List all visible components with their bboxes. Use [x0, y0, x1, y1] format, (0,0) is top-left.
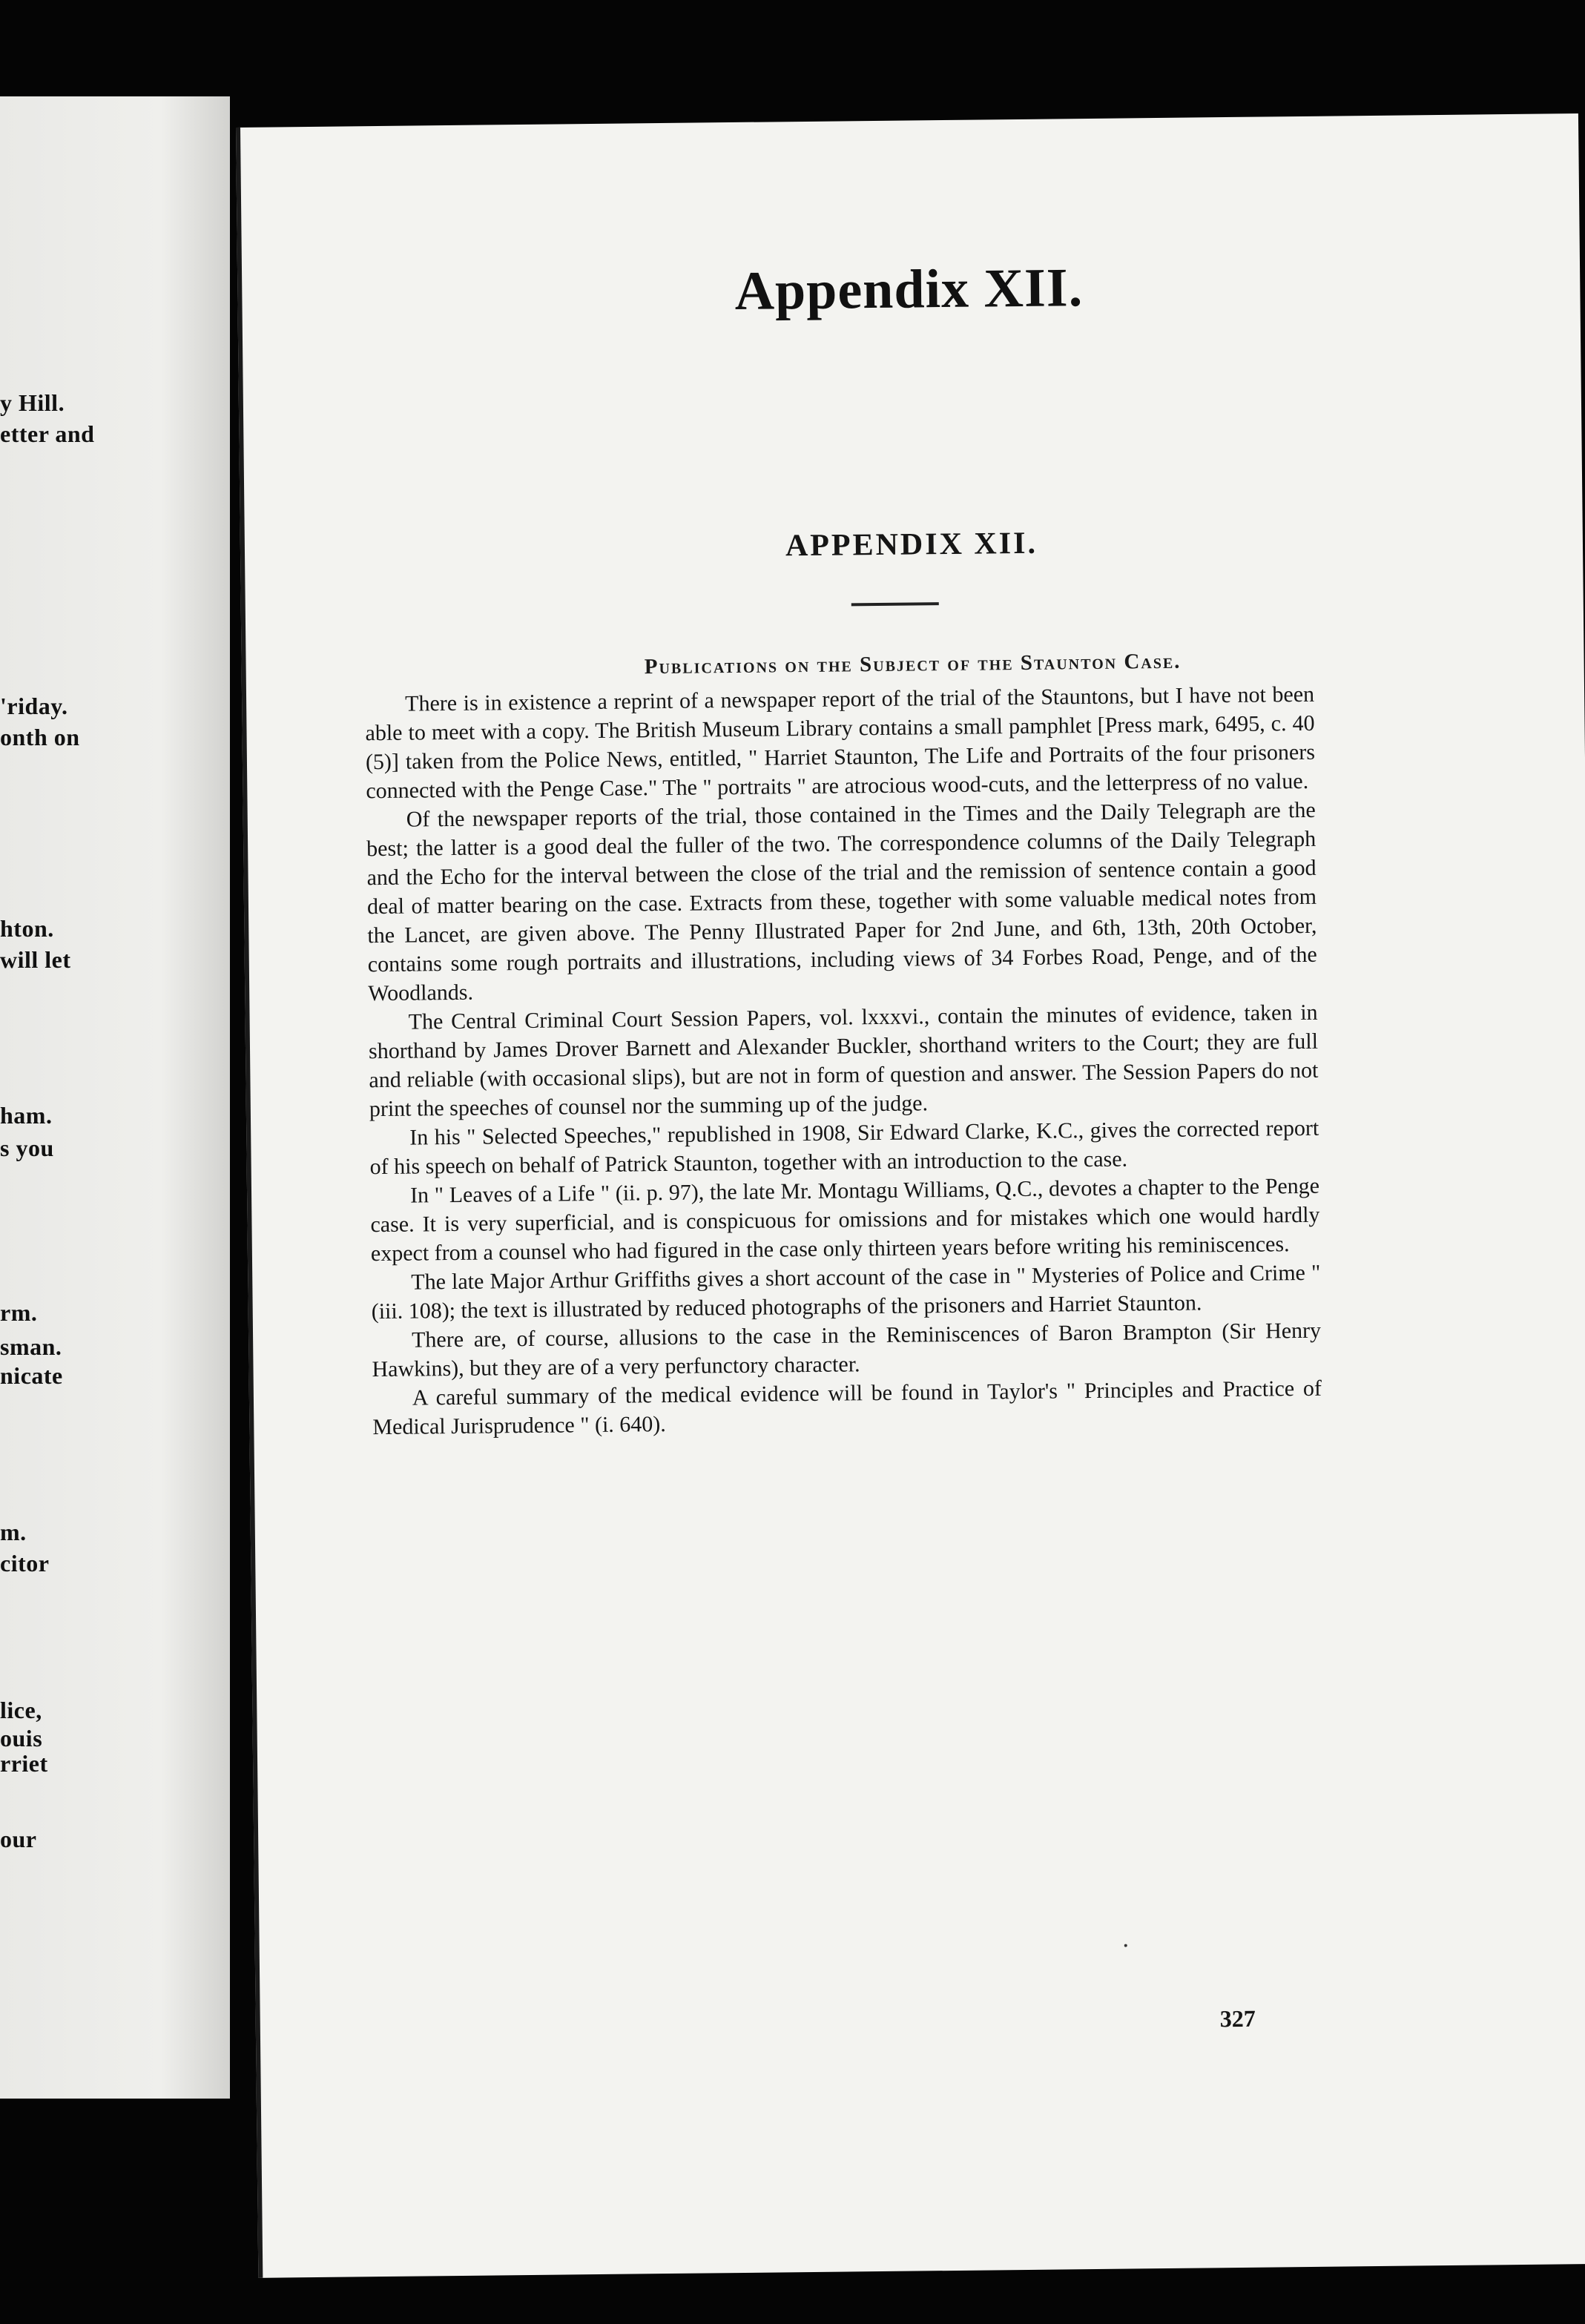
paper-speck	[1124, 1944, 1127, 1947]
left-text-fragment: ham.	[0, 1102, 53, 1129]
left-text-fragment: sman.	[0, 1333, 62, 1360]
left-text-fragment: will let	[0, 946, 71, 973]
left-text-fragment: ouis	[0, 1725, 43, 1752]
left-text-fragment: s you	[0, 1135, 54, 1161]
paragraph: The Central Criminal Court Session Papers, vol. lxxxvi., contain the minutes of evidence, taken in shorthand by James Drover Barnett and Alexander Buckler, shorthand writers to the Court; they are full and reliable (with occasional slips), but are not in form of question and answer. The Session Papers do not print the speeches of counsel nor the summing up of the judge.	[368, 1000, 1319, 1122]
left-text-fragment: onth on	[0, 724, 80, 750]
left-text-fragment: etter and	[0, 420, 95, 447]
plate-title: Appendix XII.	[734, 257, 1084, 322]
paragraph: The late Major Arthur Griffiths gives a short account of the case in " Mysteries of Police and Crime " (iii. 108); the text is illustrated by reduced photographs of the prisoners and Harriet Staunton.	[371, 1260, 1321, 1324]
appendix-heading: APPENDIX XII.	[785, 526, 1038, 564]
paragraph: There are, of course, allusions to the case in the Reminiscences of Baron Brampton (Sir Henry Hawkins), but they are of a very perfunctory character.	[372, 1318, 1322, 1382]
paragraph: In " Leaves of a Life " (ii. p. 97), the late Mr. Montagu Williams, Q.C., devotes a chapter to the Penge case. It is very superficial, and is conspicuous for omissions and for mistakes which one would hardly expect from a counsel who had figured in the case only thirteen years before writing his reminiscences.	[370, 1173, 1320, 1267]
left-text-fragment: nicate	[0, 1362, 63, 1389]
body-text	[365, 680, 1322, 1442]
paragraph: In his " Selected Speeches," republished in 1908, Sir Edward Clarke, K.C., gives the corrected report of his speech on behalf of Patrick Staunton, together with an introduction to the case.	[369, 1115, 1319, 1180]
left-text-fragment: y Hill.	[0, 389, 65, 416]
page-number: 327	[1219, 2004, 1256, 2033]
left-text-fragment: lice,	[0, 1697, 42, 1723]
left-text-fragment: citor	[0, 1550, 50, 1577]
left-text-fragment: hton.	[0, 915, 54, 942]
right-page	[236, 113, 1585, 2278]
left-text-fragment: rriet	[0, 1750, 48, 1777]
left-text-fragment: m.	[0, 1519, 27, 1545]
paragraph: A careful summary of the medical evidence will be found in Taylor's " Principles and Practice of Medical Jurisprudence " (i. 640).	[372, 1376, 1322, 1440]
heading-rule	[851, 602, 939, 606]
page-gutter	[236, 128, 263, 2278]
section-subheading: Publications on the Subject of the Staunton Case.	[644, 649, 1182, 679]
left-text-fragment: our	[0, 1826, 37, 1852]
left-text-fragment: rm.	[0, 1299, 38, 1326]
paragraph: Of the newspaper reports of the trial, those contained in the Times and the Daily Telegraph are the best; the latter is a good deal the fuller of the two. The correspondence columns of the Daily Telegraph and the Echo for the interval between the close of the trial and the remission of sentence contain a good deal of matter bearing on the case. Extracts from these, together with some valuable medical notes from the Lancet, are given above. The Penny Illustrated Paper for 2nd June, and 6th, 13th, 20th October, contains some rough portraits and illustrations, including views of 34 Forbes Road, Penge, and of the Woodlands.	[366, 797, 1317, 1006]
left-page-fragment	[0, 96, 230, 2099]
paragraph: There is in existence a reprint of a newspaper report of the trial of the Stauntons, but I have not been able to meet with a copy. The British Museum Library contains a small pamphlet [Press mark, 6495, c. 40 (5)] taken from the Police News, entitled, " Harriet Staunton, The Life and Portraits of the four prisoners connected with the Penge Case." The " portraits " are atrocious wood-cuts, and the letterpress of no value.	[365, 681, 1316, 804]
left-text-fragment: 'riday.	[0, 693, 68, 719]
